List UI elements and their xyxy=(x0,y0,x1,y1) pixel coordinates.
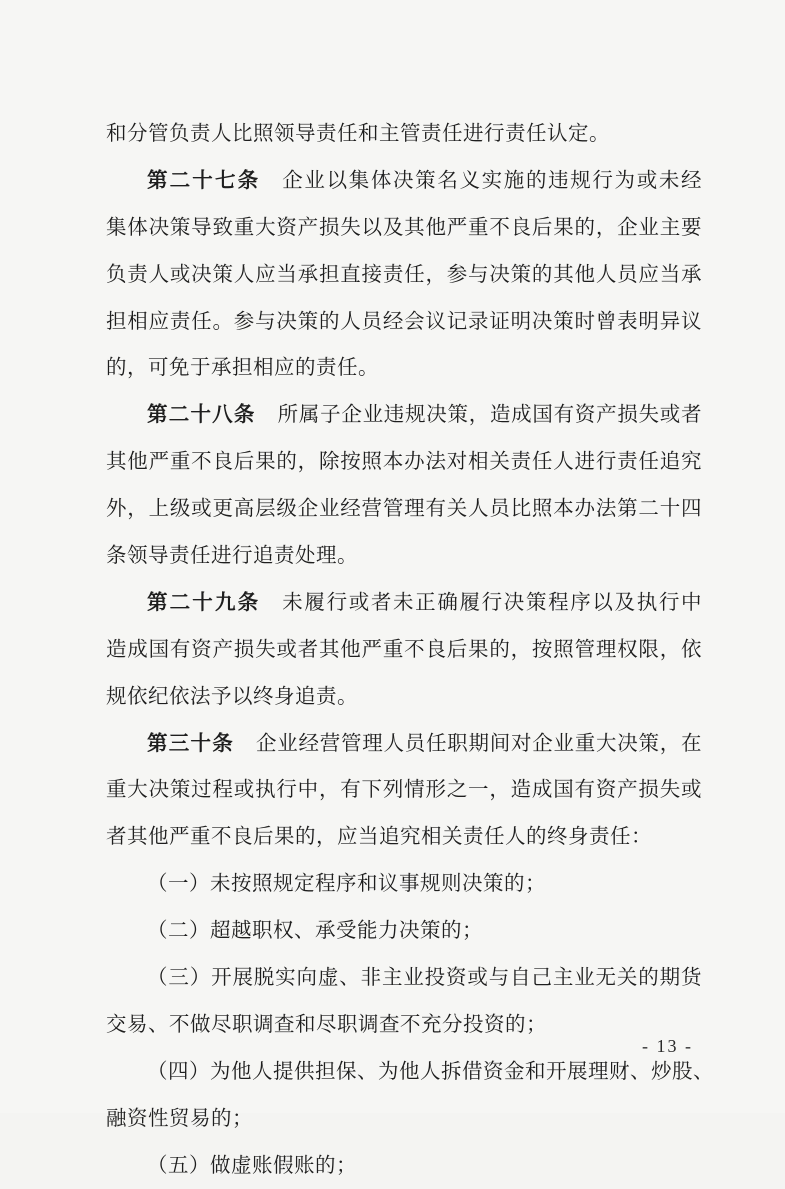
text-line: 者其他严重不良后果的，应当追究相关责任人的终身责任： xyxy=(106,824,652,849)
text-line: 外，上级或更高层级企业经营管理有关人员比照本办法第二十四 xyxy=(106,496,702,521)
text-line: 和分管负责人比照领导责任和主管责任进行责任认定。 xyxy=(106,121,610,145)
text-line: 重大决策过程或执行中，有下列情形之一，造成国有资产损失或 xyxy=(106,777,702,802)
text-line: 负责人或决策人应当承担直接责任，参与决策的其他人员应当承 xyxy=(106,261,702,286)
text-segment: 企业经营管理人员任职期间对企业重大决策，在 xyxy=(256,730,702,755)
list-item: （三）开展脱实向虚、非主业投资或与自己主业无关的期货 xyxy=(147,965,702,990)
article-heading: 第二十九条 xyxy=(147,589,261,614)
article-heading: 第二十八条 xyxy=(147,402,256,427)
article-heading: 第三十条 xyxy=(147,730,234,755)
text-line: 条领导责任进行追责处理。 xyxy=(106,543,358,568)
text-line: 集体决策导致重大资产损失以及其他严重不良后果的，企业主要 xyxy=(106,214,702,239)
article-30-first-line xyxy=(106,720,702,767)
text-segment: 企业以集体决策名义实施的违规行为或未经 xyxy=(282,167,703,192)
text-line: 担相应责任。参与决策的人员经会议记录证明决策时曾表明异议 xyxy=(106,308,702,333)
list-item: （一）未按照规定程序和议事规则决策的； xyxy=(147,871,546,896)
text-segment: 所属子企业违规决策，造成国有资产损失或者 xyxy=(277,402,703,427)
document-body xyxy=(106,110,714,1188)
list-item: （二）超越职权、承受能力决策的； xyxy=(147,918,483,943)
text-line: 的，可免于承担相应的责任。 xyxy=(106,355,379,380)
text-line: 造成国有资产损失或者其他严重不良后果的，按照管理权限，依 xyxy=(106,636,702,661)
article-27-first-line xyxy=(106,157,702,204)
text-line: 其他严重不良后果的，除按照本办法对相关责任人进行责任追究 xyxy=(106,449,702,474)
text-line: 规依纪依法予以终身追责。 xyxy=(106,683,358,708)
article-29-first-line xyxy=(106,579,702,626)
list-item: （四）为他人提供担保、为他人拆借资金和开展理财、炒股、 xyxy=(147,1058,714,1083)
text-segment: 未履行或者未正确履行决策程序以及执行中 xyxy=(282,589,703,614)
article-28-first-line xyxy=(106,391,702,438)
article-heading: 第二十七条 xyxy=(147,167,261,192)
list-item: （五）做虚账假账的； xyxy=(147,1152,357,1177)
list-item-continuation: 融资性贸易的； xyxy=(106,1105,253,1130)
list-item-continuation: 交易、不做尽职调查和尽职调查不充分投资的； xyxy=(106,1011,547,1036)
page-number: - 13 - xyxy=(642,1036,693,1056)
